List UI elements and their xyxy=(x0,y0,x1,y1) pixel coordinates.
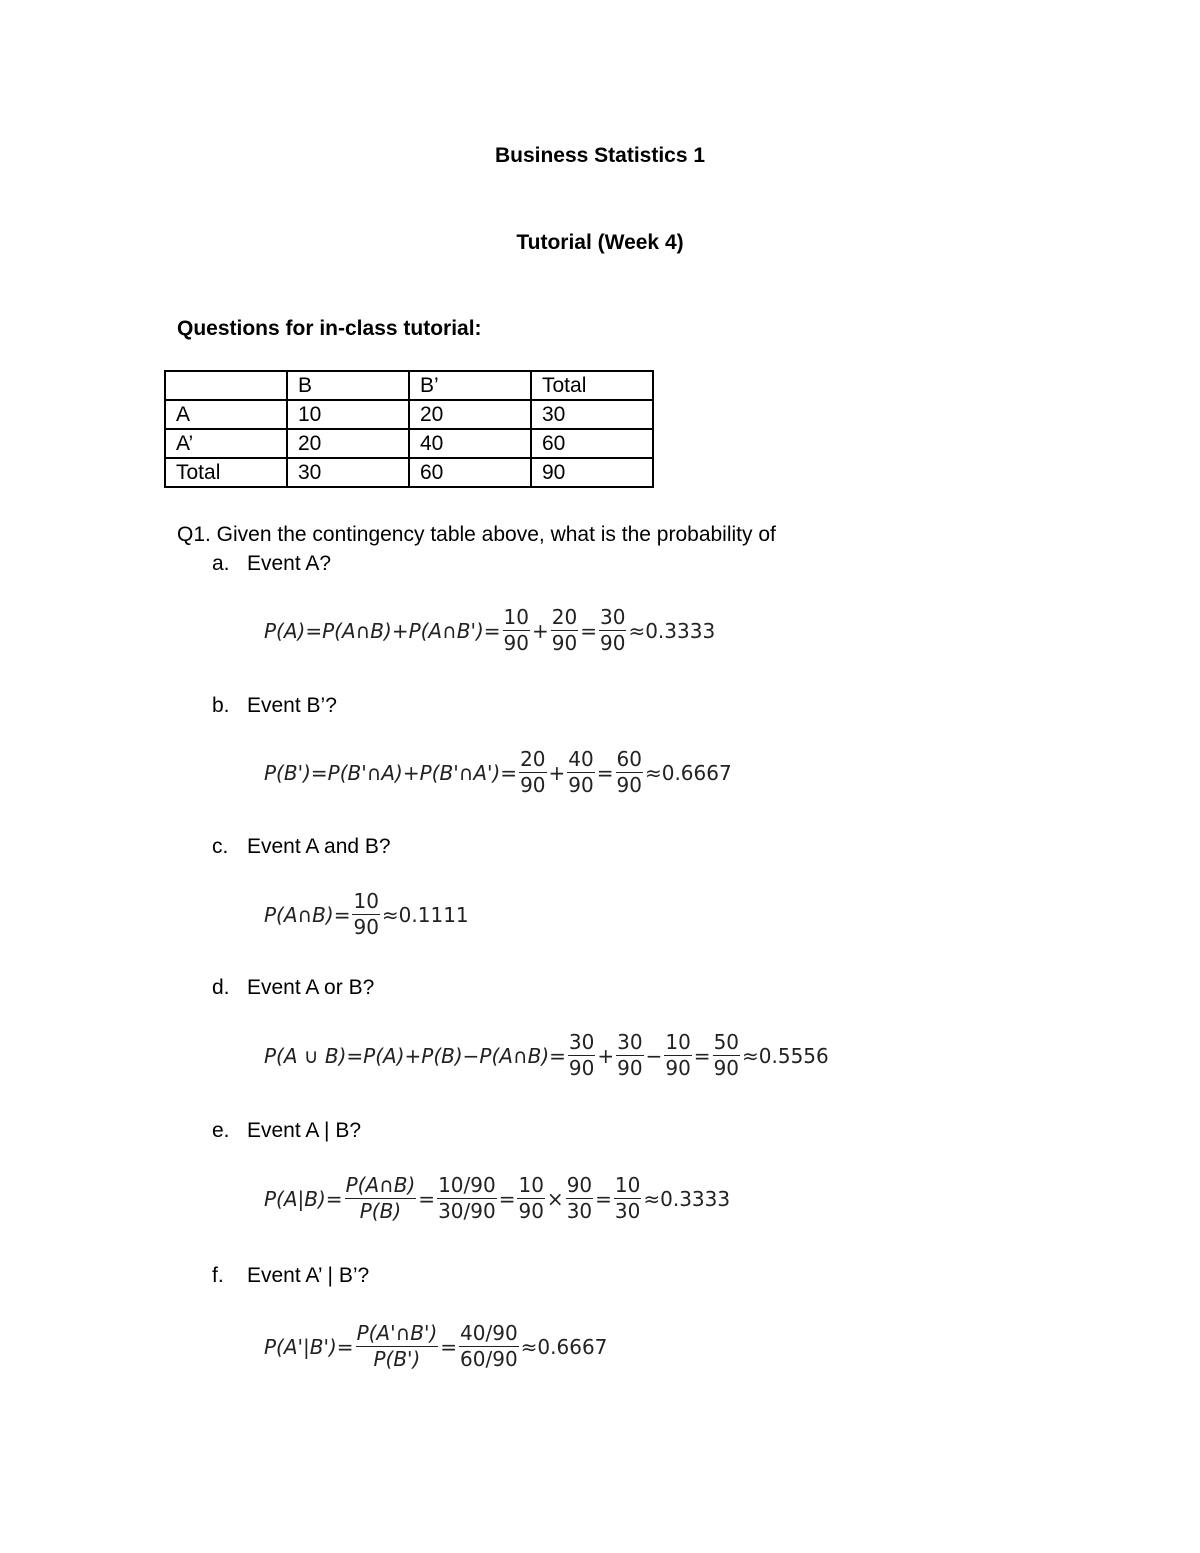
fraction xyxy=(567,748,594,797)
denominator: 90 xyxy=(617,1056,643,1080)
contingency-table xyxy=(164,370,654,488)
denominator: 90 xyxy=(665,1056,691,1080)
denominator: 90 xyxy=(568,773,594,797)
table-cell: A’ xyxy=(165,429,287,458)
numerator: 40/90 xyxy=(460,1321,518,1345)
table-cell: 30 xyxy=(531,400,653,429)
eq-result: ≈0.6667 xyxy=(644,760,732,785)
numerator: 30 xyxy=(599,605,626,629)
numerator: 50 xyxy=(713,1030,740,1054)
operator: = xyxy=(595,1186,612,1211)
eq-lhs: P(B')=P(B'∩A)+P(B'∩A')= xyxy=(264,760,518,785)
eq-lhs: P(A'|B')= xyxy=(264,1334,354,1359)
equation-e xyxy=(264,1174,730,1223)
fraction xyxy=(614,1174,641,1223)
fraction xyxy=(599,606,626,655)
part-letter: e. xyxy=(212,1119,230,1142)
part-text: Event A and B? xyxy=(247,835,391,858)
table-row xyxy=(165,429,653,458)
denominator: 90 xyxy=(353,915,379,939)
operator: × xyxy=(546,1186,564,1211)
eq-lhs: P(A)=P(A∩B)+P(A∩B')= xyxy=(264,618,501,643)
table-cell: 20 xyxy=(287,429,409,458)
numerator: 20 xyxy=(520,747,546,771)
numerator: P(A'∩B') xyxy=(356,1321,438,1345)
numerator: 10 xyxy=(665,1030,691,1054)
operator: + xyxy=(597,1043,615,1068)
fraction xyxy=(551,606,578,655)
denominator: 30 xyxy=(614,1199,641,1223)
table-cell: Total xyxy=(165,458,287,487)
numerator: 40 xyxy=(568,747,594,771)
table-cell: B xyxy=(287,371,409,400)
numerator: 90 xyxy=(566,1173,593,1197)
fraction xyxy=(519,748,546,797)
equation-a xyxy=(264,606,715,655)
denominator: P(B) xyxy=(359,1199,402,1223)
numerator: 10/90 xyxy=(438,1173,496,1197)
table-cell: 60 xyxy=(531,429,653,458)
operator: + xyxy=(548,760,566,785)
denominator: 30 xyxy=(566,1199,593,1223)
equation-d xyxy=(264,1031,829,1080)
numerator: 10 xyxy=(518,1173,544,1197)
part-text: Event A | B? xyxy=(247,1119,362,1142)
fraction xyxy=(713,1031,740,1080)
part-text: Event B’? xyxy=(247,694,337,717)
fraction xyxy=(566,1174,593,1223)
denominator: 90 xyxy=(599,631,626,655)
fraction xyxy=(459,1322,519,1371)
denominator: 90 xyxy=(518,1199,544,1223)
table-cell xyxy=(165,371,287,400)
denominator: 90 xyxy=(568,1056,595,1080)
eq-result: ≈0.3333 xyxy=(643,1186,731,1211)
denominator: 90 xyxy=(551,631,578,655)
document-subtitle: Tutorial (Week 4) xyxy=(516,231,684,254)
document-title: Business Statistics 1 xyxy=(494,144,706,167)
table-cell: 30 xyxy=(287,458,409,487)
table-cell: 60 xyxy=(409,458,531,487)
question-text: Q1. Given the contingency table above, what is the probability of xyxy=(177,523,776,546)
fraction xyxy=(503,606,530,655)
fraction xyxy=(356,1322,439,1371)
denominator: 60/90 xyxy=(460,1347,518,1371)
table-row xyxy=(165,458,653,487)
equation-c xyxy=(264,890,469,939)
fraction xyxy=(352,890,379,939)
operator: = xyxy=(580,618,597,643)
eq-lhs: P(A∩B)= xyxy=(264,902,351,927)
denominator: 90 xyxy=(616,773,642,797)
table-row xyxy=(165,400,653,429)
denominator: 90 xyxy=(713,1056,740,1080)
part-letter: a. xyxy=(212,552,230,575)
table-cell: 40 xyxy=(409,429,531,458)
part-letter: d. xyxy=(212,976,230,999)
fraction xyxy=(568,1031,595,1080)
part-text: Event A or B? xyxy=(247,976,375,999)
part-text: Event A? xyxy=(247,552,332,575)
eq-result: ≈0.5556 xyxy=(742,1043,829,1068)
table-cell: A xyxy=(165,400,287,429)
equation-f xyxy=(264,1322,607,1371)
numerator: 10 xyxy=(503,605,529,629)
fraction xyxy=(517,1174,544,1223)
table-header-row xyxy=(165,371,653,400)
denominator: 30/90 xyxy=(438,1199,496,1223)
operator: = xyxy=(693,1043,711,1068)
denominator: 90 xyxy=(503,631,529,655)
operator: − xyxy=(645,1043,663,1068)
equation-b xyxy=(264,748,732,797)
fraction xyxy=(664,1031,691,1080)
eq-result: ≈0.3333 xyxy=(628,618,716,643)
eq-result: ≈0.1111 xyxy=(381,902,469,927)
fraction xyxy=(437,1174,497,1223)
numerator: 30 xyxy=(568,1030,595,1054)
denominator: 90 xyxy=(520,773,546,797)
operator: = xyxy=(498,1186,516,1211)
operator: = xyxy=(418,1186,436,1211)
operator: = xyxy=(596,760,614,785)
part-letter: f. xyxy=(212,1264,224,1287)
numerator: 60 xyxy=(616,747,642,771)
denominator: P(B') xyxy=(373,1347,421,1371)
table-cell: B’ xyxy=(409,371,531,400)
fraction xyxy=(345,1174,417,1223)
table-cell: 10 xyxy=(287,400,409,429)
numerator: 30 xyxy=(617,1030,643,1054)
fraction xyxy=(616,748,643,797)
numerator: 10 xyxy=(614,1173,641,1197)
numerator: P(A∩B) xyxy=(345,1173,416,1197)
numerator: 20 xyxy=(551,605,578,629)
eq-result: ≈0.6667 xyxy=(520,1334,608,1359)
section-heading: Questions for in-class tutorial: xyxy=(177,317,482,340)
table-cell: Total xyxy=(531,371,653,400)
fraction xyxy=(616,1031,643,1080)
operator: = xyxy=(440,1334,458,1359)
part-letter: c. xyxy=(212,835,229,858)
part-letter: b. xyxy=(212,694,230,717)
eq-lhs: P(A|B)= xyxy=(264,1186,343,1211)
table-cell: 90 xyxy=(531,458,653,487)
numerator: 10 xyxy=(353,889,379,913)
table-cell: 20 xyxy=(409,400,531,429)
eq-lhs: P(A ∪ B)=P(A)+P(B)−P(A∩B)= xyxy=(264,1043,566,1068)
operator: + xyxy=(532,618,549,643)
part-text: Event A’ | B’? xyxy=(247,1264,370,1287)
